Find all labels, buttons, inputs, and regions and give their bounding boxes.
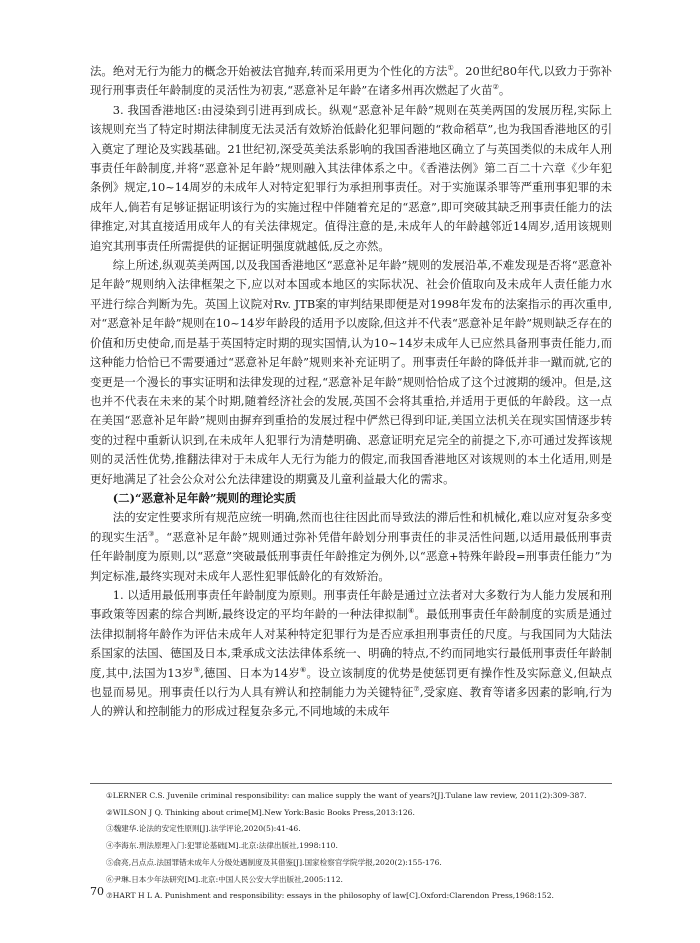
paragraph-text: 法。绝对无行为能力的概念开始被法官抛弃,转而采用更为个性化的方法 [90, 64, 448, 78]
footnote-marker: ② [492, 83, 499, 92]
body-paragraph [90, 101, 612, 256]
footnote-marker: ⑥ [300, 665, 307, 674]
footnote-entry: ⑤俞亮,吕点点.法国罪错未成年人分级处遇制度及其借鉴[J].国家检察官学院学报,2020(2):155-176. [106, 857, 442, 867]
paragraph-text: 综上所述,纵观英美两国,以及我国香港地区“恶意补足年龄”规则的发展沿革,不难发现是否将“恶意补足年龄”规则纳入法律框架之下,应以对本国或本地区的实际状况、社会价值取向及未成年人责任能力水平进行综合判断为先。英国上议院对Rv. JTB案的审判结果即便是对1998年发布的法案指示的再次重申,对“恶意补足年龄”规则在10~14岁年龄段的适用予以废除,但这并不代表“恶意补足年龄”规则缺乏存在的价值和历史使命,而是基于英国特定时期的现实国情,认为10~14岁未成年人已应然具备刑事责任能力,而这种能力恰恰已不需要通过“恶意补足年龄”规则来补充证明了。刑事责任年龄的降低并非一蹴而就,它的变更是一个漫长的事实证明和法律发现的过程,“恶意补足年龄”规则恰恰成了这个过渡期的缓冲。但是,这也并不代表在未来的某个时期,随着经济社会的发展,英国不会将其重拾,并适用于更低的年龄段。这一点在美国“恶意补足年龄”规则由摒弃到重拾的发展过程中俨然已得到印证,美国立法机关在现实国情逐步转变的过程中重新认识到,在未成年人犯罪行为清楚明确、恶意证明充足完全的前提之下,亦可通过发挥该规则的灵活性优势,推翻法律对于未成年人无行为能力的假定,而我国香港地区对该规则的本土化适用,则是更好地满足了社会公众对公允法律建设的期冀及儿童利益最大化的需求。 [90, 258, 612, 486]
paragraph-text: 1. 以适用最低刑事责任年龄制度为原则。刑事责任年龄是通过立法者对大多数行为人能力发展和刑事政策等因素的综合判断,最终设定的平均年龄的一种法律拟制 [90, 587, 612, 622]
paragraph-text: 。设立该制度的优势是使惩罚更有操作性及实际意义,但缺点也显而易见。刑事责任以行为人具有辨认和控制能力为关键特征 [90, 665, 612, 699]
paragraph-text: ,德国、日本为14岁 [200, 665, 300, 680]
footnotes-section [90, 783, 612, 905]
footnote-marker: ④ [407, 607, 415, 616]
footnote-entry: ①LERNER C.S. Juvenile criminal responsibility: can malice supply the want of years?[J].Tulane law review, 2011(2):309-387. [106, 791, 587, 800]
body-paragraph [90, 62, 612, 101]
footnote-marker: ③ [148, 529, 155, 538]
paragraph-text: 。 [498, 83, 511, 98]
footnote-marker: ① [447, 64, 454, 73]
paragraph-text: 。最低刑事责任年龄制度的实质是通过法律拟制将年龄作为评估未成年人对某种特定犯罪行为是否应承担刑事责任的尺度。与我国同为大陆法系国家的法国、德国及日本,秉承成文法法律体系统一、明确的特点,不约而同地实行最低刑事责任年龄制度,其中,法国为13岁 [90, 607, 612, 680]
footnote-entry: ⑥尹琳.日本少年法研究[M].北京:中国人民公安大学出版社,2005:112. [106, 874, 343, 884]
footnote-marker: ⑦ [413, 685, 420, 694]
paragraph-text: ,受家庭、教育等诸多因素的影响,行为人的辨认和控制能力的形成过程复杂多元,不同地域的未成年 [90, 685, 612, 719]
footnote-entry: ②WILSON J Q. Thinking about crime[M].New York:Basic Books Press,2013:126. [106, 807, 415, 817]
paragraph-text: 法的安定性要求所有规范应统一明确,然而也往往因此而导致法的滞后性和机械化,难以应对复杂多变的现实生活 [90, 510, 612, 544]
article-body [90, 62, 612, 722]
paragraph-text: 3. 我国香港地区:由浸染到引进再到成长。纵观“恶意补足年龄”规则在英美两国的发展历程,实际上该规则充当了特定时期法律制度无法灵活有效矫治低龄化犯罪问题的“救命稻草”,也为我国香港地区的引入奠定了理论及实践基础。21世纪初,深受英美法系影响的我国香港地区确立了与英国类似的未成年人刑事责任年龄制度,并将“恶意补足年龄”规则融入其法律体系之中。《香港法例》第二百二十六章《少年犯条例》规定,10~14周岁的未成年人对特定犯罪行为承担刑事责任。对于实施谋杀罪等严重刑事犯罪的未成年人,倘若有足够证据证明该行为的实施过程中伴随着充足的“恶意”,即可突破其缺乏刑事责任能力的法律推定,对其直接适用成年人的有关法律规定。值得注意的是,未成年人的年龄越邻近14周岁,适用该规则追究其刑事责任所需提供的证据证明强度就越低,反之亦然。 [90, 102, 612, 253]
body-paragraph [90, 256, 612, 489]
body-paragraph [90, 508, 612, 586]
body-paragraph [90, 586, 612, 722]
footnote-entry: ④李海东.刑法原理入门:犯罪论基础[M].北京:法律出版社,1998:110. [106, 841, 338, 851]
footnote-entry: ③魏建华.论法的安定性原则[J].法学评论,2020(5):41-46. [106, 824, 301, 834]
paragraph-text: 。20世纪80年代,以致力于弥补现行刑事责任年龄制度的灵活性为初衷,“恶意补足年龄”在诸多州再次燃起了火苗 [90, 64, 613, 98]
footnote-entry: ⑦HART H L A. Punishment and responsibility: essays in the philosophy of law[C].Oxford:Clarendon Press,1968:152. [106, 891, 554, 901]
page-number: 70 [90, 885, 104, 898]
section-heading [90, 489, 612, 508]
heading-text: (二)“恶意补足年龄”规则的理论实质 [112, 490, 297, 505]
paragraph-text: 。“恶意补足年龄”规则通过弥补凭借年龄划分刑事责任的非灵活性问题,以适用最低刑事责任年龄制度为原则,以“恶意”突破最低刑事责任年龄推定为例外,以“恶意+特殊年龄段=刑事责任能力”为判定标准,最终实现对未成年人恶性犯罪低龄化的有效矫治。 [90, 529, 612, 583]
footnote-marker: ⑤ [193, 665, 201, 674]
